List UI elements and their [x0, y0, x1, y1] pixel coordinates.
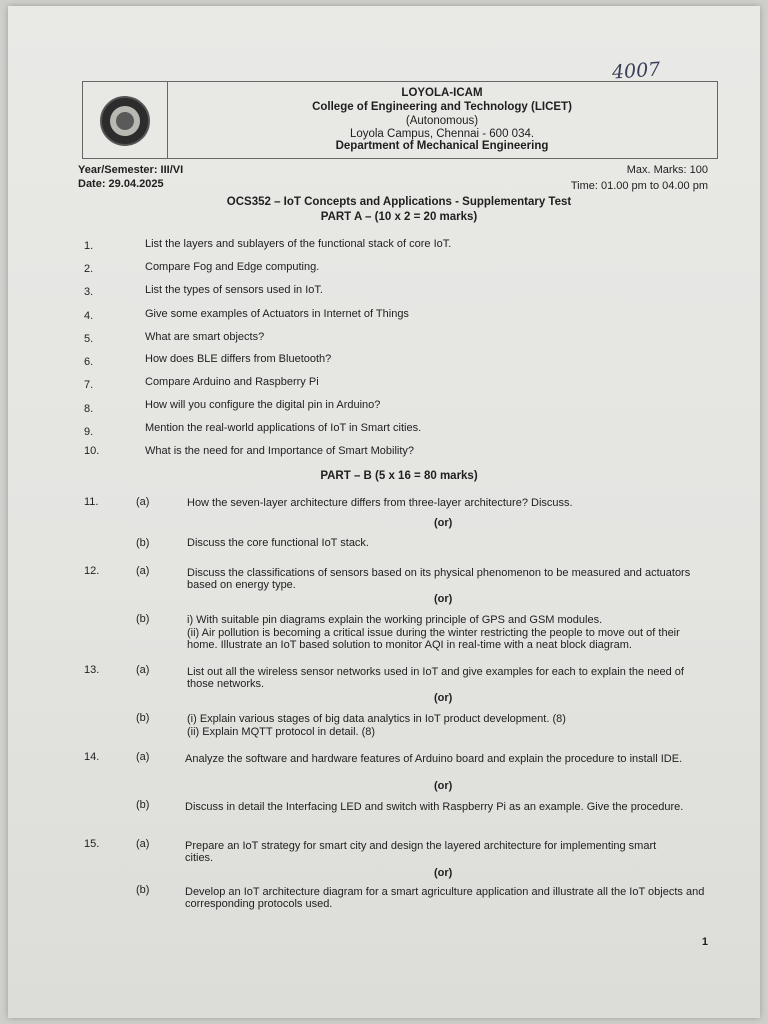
- department-name: Department of Mechanical Engineering: [335, 140, 549, 152]
- exam-date: Date: 29.04.2025: [78, 178, 164, 190]
- or-separator: (or): [434, 780, 453, 792]
- institution-name: LOYOLA-ICAM: [401, 87, 483, 99]
- question-number: 5.: [84, 333, 94, 345]
- year-semester: Year/Semester: III/VI: [78, 164, 184, 176]
- question-text: How the seven-layer architecture differs from three-layer architecture? Discuss.: [187, 497, 573, 509]
- exam-paper-sheet: [8, 6, 760, 1018]
- question-text: Compare Fog and Edge computing.: [145, 261, 320, 273]
- question-number: 12.: [84, 565, 100, 577]
- question-text: Analyze the software and hardware features of Arduino board and explain the procedure to install IDE.: [185, 753, 683, 765]
- question-number: 6.: [84, 356, 94, 368]
- or-separator: (or): [434, 692, 453, 704]
- part-b-heading: PART – B (5 x 16 = 80 marks): [320, 470, 478, 482]
- question-text: List the types of sensors used in IoT.: [145, 284, 323, 296]
- question-number: 9.: [84, 426, 94, 438]
- option-label: (a): [136, 496, 150, 508]
- question-text: (ii) Air pollution is becoming a critical issue during the winter restricting the people to move out of their home. Illustrate an IoT based solution to monitor AQI in real-time with a neat block diagram.: [187, 627, 680, 651]
- question-text: How will you configure the digital pin in Arduino?: [145, 399, 381, 411]
- question-number: 2.: [84, 263, 94, 275]
- option-label: (a): [136, 565, 150, 577]
- option-label: (b): [136, 537, 150, 549]
- question-text: How does BLE differs from Bluetooth?: [145, 353, 332, 365]
- question-text: (i) Explain various stages of big data analytics in IoT product development. (8): [187, 713, 566, 725]
- question-text: Develop an IoT architecture diagram for a smart agriculture application and illustrate all the IoT objects and corresponding protocols used.: [185, 886, 705, 910]
- option-label: (b): [136, 884, 150, 896]
- college-seal-icon: [100, 96, 150, 146]
- option-label: (a): [136, 664, 150, 676]
- question-text: Compare Arduino and Raspberry Pi: [145, 376, 319, 388]
- or-separator: (or): [434, 867, 453, 879]
- question-text: What is the need for and Importance of Smart Mobility?: [145, 445, 415, 457]
- institution-header: [82, 81, 718, 159]
- max-marks: Max. Marks: 100: [626, 164, 708, 176]
- question-text: Discuss the classifications of sensors based on its physical phenomenon to be measured and actuators based on energy type.: [187, 567, 691, 591]
- question-number: 4.: [84, 310, 94, 322]
- college-name: College of Engineering and Technology (LICET): [312, 101, 572, 113]
- exam-time: Time: 01.00 pm to 04.00 pm: [570, 180, 708, 192]
- page-number: 1: [701, 936, 708, 948]
- question-number: 7.: [84, 379, 94, 391]
- question-number: 14.: [84, 751, 100, 763]
- question-text: What are smart objects?: [145, 331, 265, 343]
- handwritten-note: 4007: [611, 58, 662, 84]
- question-number: 10.: [84, 445, 100, 457]
- option-label: (a): [136, 838, 150, 850]
- option-label: (b): [136, 712, 150, 724]
- question-text: (ii) Explain MQTT protocol in detail. (8): [187, 726, 376, 738]
- question-text: i) With suitable pin diagrams explain the working principle of GPS and GSM modules.: [187, 614, 603, 626]
- autonomous-label: (Autonomous): [405, 115, 479, 127]
- question-text: List out all the wireless sensor networks used in IoT and give examples for each to explain the need of those networks.: [187, 666, 684, 690]
- question-number: 8.: [84, 403, 94, 415]
- question-number: 13.: [84, 664, 100, 676]
- campus-address: Loyola Campus, Chennai - 600 034.: [349, 128, 535, 140]
- question-text: Prepare an IoT strategy for smart city and design the layered architecture for implementing smart cities.: [185, 840, 657, 864]
- part-a-heading: PART A – (10 x 2 = 20 marks): [320, 211, 478, 223]
- question-text: Discuss in detail the Interfacing LED and switch with Raspberry Pi as an example. Give the procedure.: [185, 801, 684, 813]
- option-label: (b): [136, 799, 150, 811]
- question-text: Give some examples of Actuators in Internet of Things: [145, 308, 409, 320]
- option-label: (a): [136, 751, 150, 763]
- or-separator: (or): [434, 517, 453, 529]
- question-number: 15.: [84, 838, 100, 850]
- question-text: Mention the real-world applications of IoT in Smart cities.: [145, 422, 422, 434]
- course-title: OCS352 – IoT Concepts and Applications - Supplementary Test: [226, 196, 572, 208]
- question-number: 1.: [84, 240, 94, 252]
- logo-cell: [83, 82, 168, 158]
- question-number: 3.: [84, 286, 94, 298]
- question-number: 11.: [84, 496, 99, 508]
- question-text: List the layers and sublayers of the functional stack of core IoT.: [145, 238, 452, 250]
- or-separator: (or): [434, 593, 453, 605]
- option-label: (b): [136, 613, 150, 625]
- question-text: Discuss the core functional IoT stack.: [187, 537, 369, 549]
